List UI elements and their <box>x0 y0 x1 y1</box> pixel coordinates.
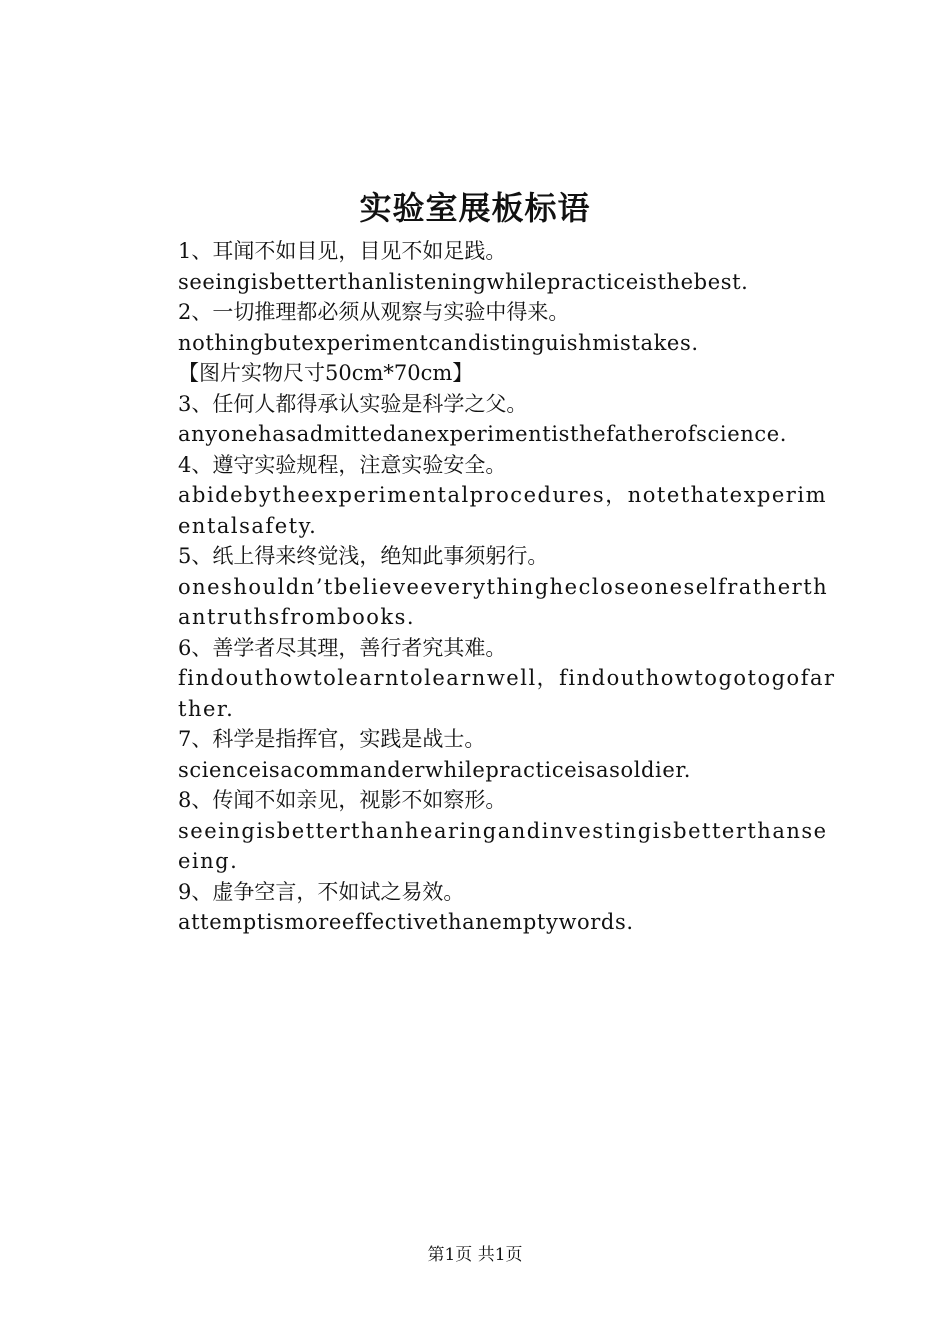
slogan-3-en: anyonehasadmittedanexperimentisthefatherofscience. <box>178 422 788 446</box>
slogan-9-en: attemptismoreeffectivethanemptywords. <box>178 910 634 934</box>
slogan-5-en: oneshouldn’tbelieveeverythinghecloseoneselfratherthantruthsfrombooks. <box>178 574 829 629</box>
slogan-7-en: scienceisacommanderwhilepracticeisasoldier. <box>178 757 692 782</box>
slogan-5-zh: 5、纸上得来终觉浅，绝知此事须躬行。 <box>178 544 549 568</box>
slogan-9-zh: 9、虚争空言，不如试之易效。 <box>178 879 465 904</box>
slogan-6-zh: 6、善学者尽其理，善行者究其难。 <box>178 635 507 660</box>
document-title: 实验室展板标语 <box>359 189 591 227</box>
slogan-8-en: seeingisbetterthanhearingandinvestingisbetterthanseeing. <box>178 818 828 873</box>
slogan-2-zh: 2、一切推理都必须从观察与实验中得来。 <box>178 300 570 324</box>
document-body <box>128 236 836 938</box>
slogan-6-en: findouthowtolearntolearnwell，findouthowtogotogofarther. <box>178 666 836 721</box>
slogan-3-zh: 3、任何人都得承认实验是科学之父。 <box>178 391 528 416</box>
slogan-8-zh: 8、传闻不如亲见，视影不如察形。 <box>178 788 507 812</box>
slogan-4-zh: 4、遵守实验规程，注意实验安全。 <box>178 452 507 477</box>
slogan-1-zh: 1、耳闻不如目见，目见不如足践。 <box>178 239 507 263</box>
page-footer: 第1页 共1页 <box>427 1245 523 1265</box>
slogan-1-en: seeingisbetterthanlisteningwhilepracticeisthebest. <box>178 269 749 294</box>
slogan-4-en: abidebytheexperimentalprocedures，notethatexperimentalsafety. <box>178 483 827 538</box>
image-size-note: 【图片实物尺寸50cm*70cm】 <box>178 361 474 385</box>
slogan-7-zh: 7、科学是指挥官，实践是战士。 <box>178 727 486 751</box>
slogan-2-en: nothingbutexperimentcandistinguishmistakes. <box>178 330 699 355</box>
